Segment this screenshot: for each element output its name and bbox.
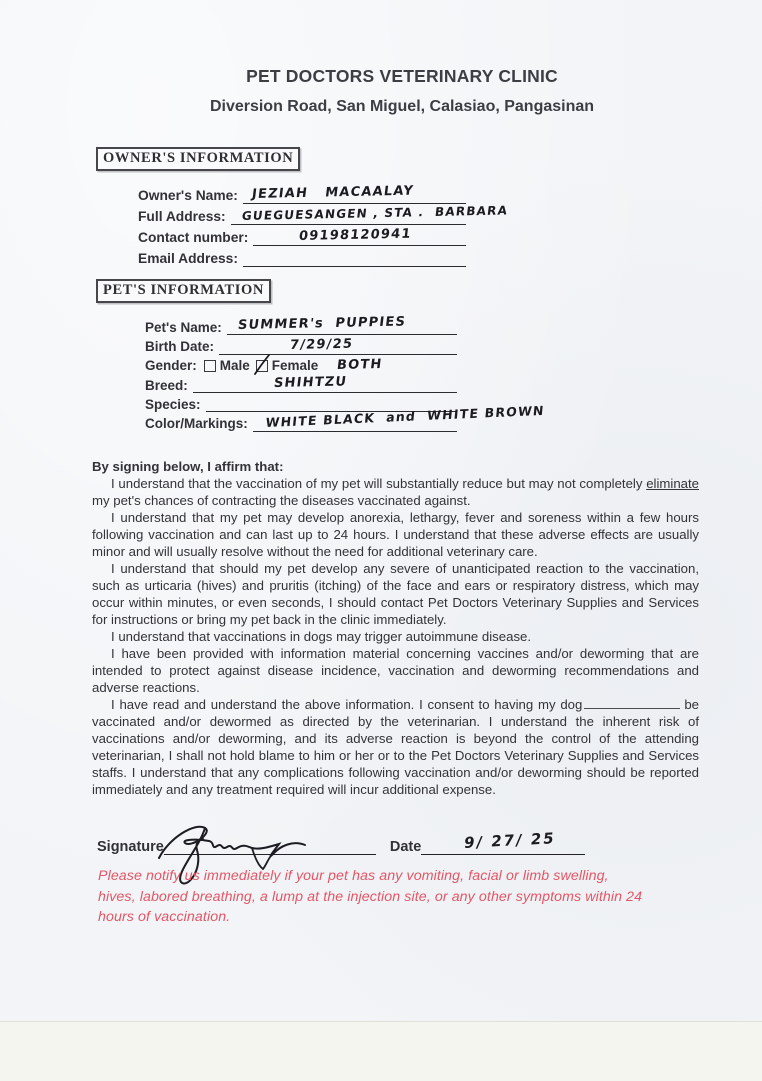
pet-color-handwriting: WHITE BLACK and WHITE BROWN [264, 402, 546, 430]
date-handwriting: 9/ 27/ 25 [463, 829, 558, 852]
dog-name-blank-line [584, 697, 680, 709]
consent-paragraph-2: I understand that my pet may develop anorexia, lethargy, fever and soreness within a few hours following vaccination and can last up to 24 hours. I understand that these adverse effects are usually minor and will usually resolve without the need for additional veterinary care. [92, 510, 699, 559]
owner-contact-field [253, 225, 466, 246]
consent-paragraph-3: I understand that should my pet develop any severe of unanticipated reaction to the vaccination, such as urticaria (hives) and pruritis (itching) of the face and ears or respiratory distress, which may occur within minutes, or even seconds, I should contact Pet Doctors Veterinary Supplies and Services for instructions or bring my pet back in the clinic immediately. [92, 561, 699, 627]
consent-p6-post: be vaccinated and/or dewormed as directed by the veterinarian. I understand the inherent risk of vaccinations and/or deworming, and its adverse reaction is beyond the control of the attending veterinarian, I shall not hold blame to him or her or to the Pet Doctors Veterinary Supplies and Services staffs. I understand that any complications following vaccination and/or deworming should be reported immediately and any treatment required will incur additional expense. [92, 697, 699, 797]
pet-information-section-header: PET'S INFORMATION [96, 279, 271, 303]
scan-page-bottom-edge [0, 1021, 762, 1081]
pet-color-label: Color/Markings: [145, 416, 248, 432]
owner-name-field [243, 183, 466, 204]
owner-contact-label: Contact number: [138, 230, 249, 246]
consent-paragraph-6 [92, 696, 699, 798]
consent-paragraph-4: I understand that vaccinations in dogs may trigger autoimmune disease. [111, 629, 532, 644]
signature-label: Signature [97, 839, 164, 855]
owner-information-fields [138, 183, 509, 267]
pet-birthdate-row [145, 335, 457, 354]
male-label: Male [219, 358, 250, 374]
pet-breed-handwriting: SHIHTZU [272, 374, 348, 392]
owner-contact-handwriting: 09198120941 [298, 226, 413, 244]
owner-contact-row [138, 225, 466, 246]
consent-heading: By signing below, I affirm that: [92, 459, 284, 474]
pet-gender-label: Gender: [145, 358, 197, 374]
owner-information-section-header: OWNER'S INFORMATION [96, 147, 300, 171]
post-vaccination-notice: Please notify us immediately if your pet has any vomiting, facial or limb swelling, hives, labored breathing, a lump at the injection site, or any other symptoms within 24 hours of vaccination. [98, 868, 643, 925]
pet-name-row [145, 316, 457, 335]
pet-name-field [227, 316, 457, 335]
owner-name-handwriting: JEZIAH MACAALAY [250, 183, 415, 202]
date-line [421, 829, 585, 855]
female-label: Female [271, 358, 319, 374]
female-checkbox [256, 360, 268, 372]
pet-breed-label: Breed: [145, 377, 188, 393]
owner-address-field [231, 203, 509, 225]
consent-paragraph-5: I have been provided with information material concerning vaccines and/or deworming that are intended to protect against disease incidence, vaccination and deworming recommendations and adverse reactions. [92, 646, 699, 695]
date-label: Date [389, 839, 422, 855]
handwritten-checkmark-icon [253, 354, 271, 376]
owner-email-label: Email Address: [138, 251, 238, 267]
consent-p1-pre: I understand that the vaccination of my pet will substantially reduce but may not completely [111, 476, 647, 491]
owner-email-row [138, 246, 466, 267]
consent-text [92, 458, 699, 798]
male-checkbox [204, 360, 216, 372]
consent-paragraph-1 [92, 475, 699, 509]
consent-p1-underlined: eliminate [646, 476, 699, 491]
pet-birthdate-field [219, 335, 457, 354]
owner-email-field [243, 246, 466, 267]
owner-name-label: Owner's Name: [138, 188, 238, 204]
pet-name-handwriting: SUMMER's PUPPIES [236, 314, 407, 334]
pet-gender-row [145, 355, 457, 374]
clinic-address: Diversion Road, San Miguel, Calasiao, Pangasinan [209, 98, 595, 115]
owner-address-row [138, 203, 509, 225]
owner-address-handwriting: GUEGUESANGEN , STA . BARBARA [240, 203, 509, 223]
pet-breed-row [145, 374, 457, 393]
pet-name-label: Pet's Name: [145, 319, 222, 335]
pet-species-label: Species: [145, 396, 201, 412]
pet-color-field [253, 402, 546, 431]
clinic-name: PET DOCTORS VETERINARY CLINIC [246, 66, 558, 86]
consent-p6-pre: I have read and understand the above information. I consent to having my dog [111, 697, 583, 712]
pet-birthdate-label: Birth Date: [145, 339, 215, 355]
owner-address-label: Full Address: [138, 209, 226, 225]
pet-breed-field [193, 374, 457, 393]
pet-birthdate-handwriting: 7/29/25 [289, 336, 354, 353]
pet-information-fields [145, 314, 546, 432]
gender-note-handwriting: BOTH [336, 356, 384, 373]
consent-p1-post: my pet's chances of contracting the diseases vaccinated against. [92, 493, 471, 508]
owner-name-row [138, 183, 466, 204]
